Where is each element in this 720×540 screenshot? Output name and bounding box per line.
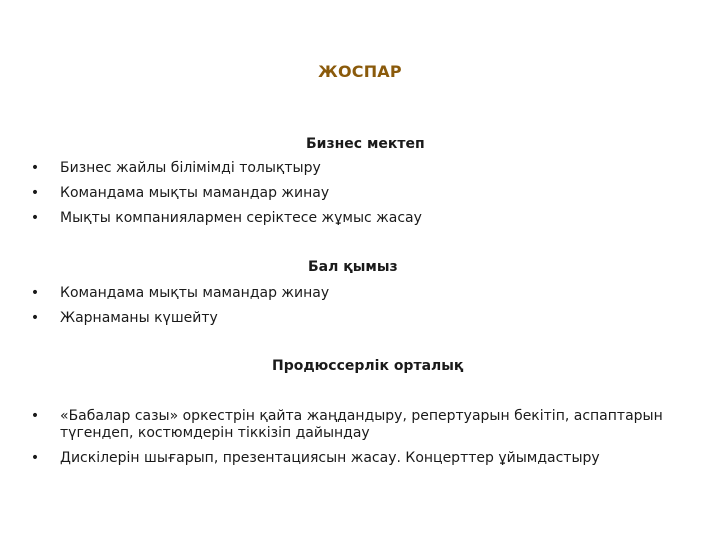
list-item-text: Командама мықты мамандар жинау xyxy=(60,185,330,201)
list-item-text: Мықты компаниялармен серіктесе жұмыс жасау xyxy=(60,210,422,226)
bullet-icon: • xyxy=(30,160,40,176)
section-list-business-school xyxy=(28,160,688,235)
list-item xyxy=(28,408,688,442)
bullet-icon: • xyxy=(30,185,40,201)
section-heading-business-school: Бизнес мектеп xyxy=(306,136,425,152)
list-item-text: Жарнаманы күшейту xyxy=(60,310,218,326)
list-item-text: Дискілерін шығарып, презентациясын жасау. Концерттер ұйымдастыру xyxy=(60,450,600,466)
bullet-icon: • xyxy=(30,450,40,466)
list-item xyxy=(28,210,688,227)
list-item-text: «Бабалар сазы» оркестрін қайта жаңдандыру, репертуарын бекітіп, аспаптарын түгендеп, костюмдерін тіккізіп дайындау xyxy=(60,408,663,441)
list-item xyxy=(28,310,688,327)
list-item xyxy=(28,285,688,302)
bullet-icon: • xyxy=(30,310,40,326)
list-item xyxy=(28,160,688,177)
list-item xyxy=(28,185,688,202)
bullet-icon: • xyxy=(30,408,40,424)
bullet-icon: • xyxy=(30,210,40,226)
slide-title: ЖОСПАР xyxy=(318,62,402,81)
section-list-honey-kumis xyxy=(28,285,688,335)
section-heading-producer-center: Продюссерлік орталық xyxy=(272,358,464,374)
list-item-text: Командама мықты мамандар жинау xyxy=(60,285,330,301)
list-item-text: Бизнес жайлы білімімді толықтыру xyxy=(60,160,321,176)
section-heading-honey-kumis: Бал қымыз xyxy=(308,259,398,275)
list-item xyxy=(28,450,688,467)
bullet-icon: • xyxy=(30,285,40,301)
section-list-producer-center xyxy=(28,408,688,475)
